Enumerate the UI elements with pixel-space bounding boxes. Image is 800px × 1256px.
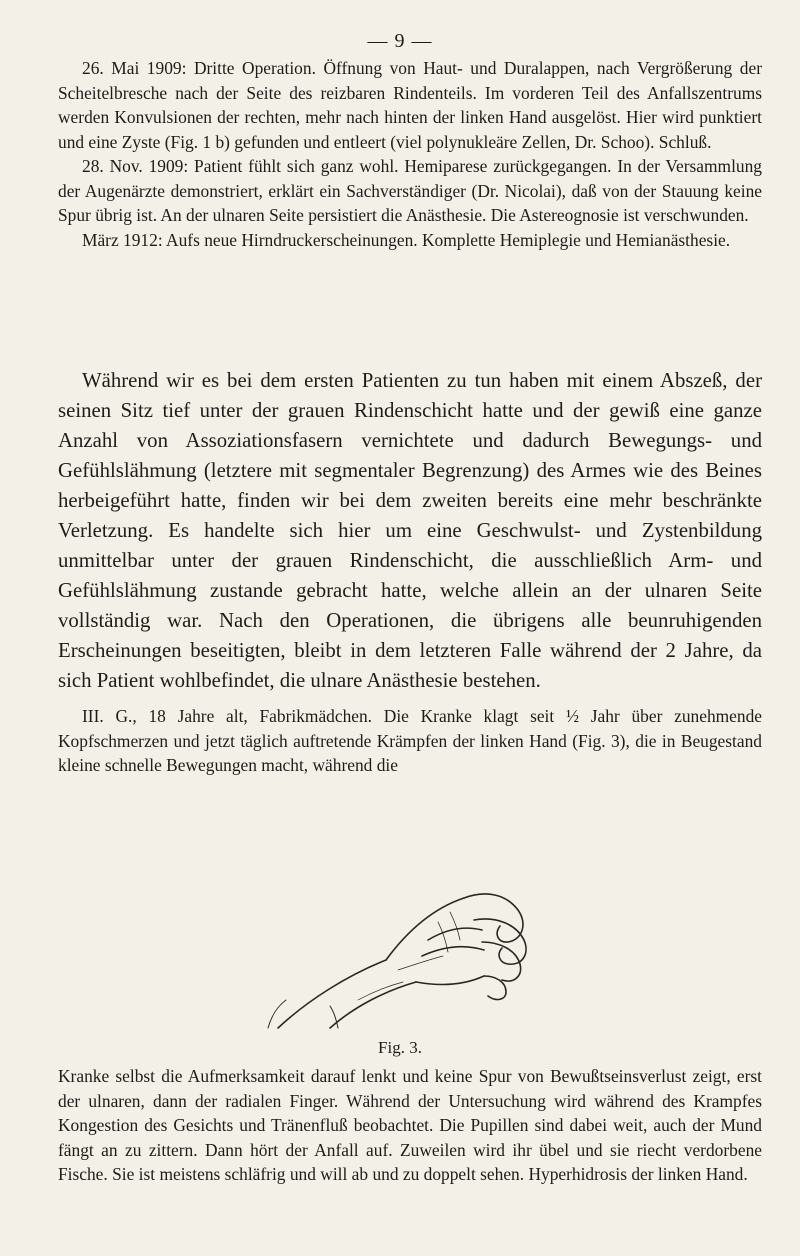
entry-nov-1909: 28. Nov. 1909: Patient fühlt sich ganz wohl. Hemiparese zurückgegangen. In der Versammlung der Augenärzte demonstriert, erklärt ein Sachverständiger (Dr. Nicolai), daß von der Stauung keine Spur übrig ist. An der ulnaren Seite persistiert die Anästhesie. Die Astereognosie ist verschwunden. [58,156,762,225]
figure-caption: Fig. 3. [378,1038,422,1057]
entry-march-1912: März 1912: Aufs neue Hirndruckerscheinungen. Komplette Hemiplegie und Hemianästhesie. [82,229,731,250]
discussion-paragraph: Während wir es bei dem ersten Patienten zu tun haben mit einem Abszeß, der seinen Sitz tief unter der grauen Rindenschicht hatte und der gewiß eine ganze Anzahl von Assoziationsfasern vernichtete und dadurch Bewegungs- und Gefühlslähmung (letztere mit segmentaler Begrenzung) des Armes wie des Beines herbeigeführt hatte, finden wir bei dem zweiten bereits eine mehr beschränkte Verletzung. Es handelte sich hier um eine Geschwulst- und Zystenbildung unmittelbar unter der grauen Rindenschicht, die ausschließlich Arm- und Gefühlslähmung zustande gebracht hatte, welche allein an der ulnaren Seite vollständig war. Nach den Operationen, die übrigens alle beunruhigenden Erscheinungen beseitigten, bleibt in dem letzteren Falle während der 2 Jahre, da sich Patient wohlbefindet, die ulnare Anästhesie bestehen. [58,369,762,692]
case-entries [58,56,762,252]
figure-3-hand-illustration [238,800,562,1030]
discussion-paragraph-wrap [58,366,762,696]
case3-continued-wrap [58,1064,762,1187]
entry-may-1909: 26. Mai 1909: Dritte Operation. Öffnung von Haut- und Duralappen, nach Vergrößerung der Scheitelbresche nach der Seite des reizbaren Rindenteils. Im vorderen Teil des Anfallszentrums werden Konvulsionen der rechten, mehr nach hinten der linken Hand ausgelöst. Hier wird punktiert und eine Zyste (Fig. 1 b) gefunden und entleert (viel polynukleäre Zellen, Dr. Schoo). Schluß. [58,58,762,152]
case3-intro: III. G., 18 Jahre alt, Fabrikmädchen. Die Kranke klagt seit ½ Jahr über zunehmende Kopfschmerzen und jetzt täglich auftretende Krämpfen der linken Hand (Fig. 3), die in Beugestand kleine schnelle Bewegungen macht, während die [58,706,762,775]
case3-continued: Kranke selbst die Aufmerksamkeit darauf lenkt und keine Spur von Bewußtseinsverlust zeigt, erst der ulnaren, dann der radialen Finger. Während der Untersuchung wird während des Krampfes Kongestion des Gesichts und Tränenfluß beobachtet. Die Pupillen sind dabei weit, auch der Mund fängt an zu zittern. Dann hört der Anfall auf. Zuweilen wird ihr übel und sie riecht verdorbene Fische. Sie ist meistens schläfrig und will ab und zu doppelt sehen. Hyperhidrosis der linken Hand. [58,1066,762,1184]
case3-intro-wrap [58,704,762,778]
page-number: — 9 — [367,30,433,52]
